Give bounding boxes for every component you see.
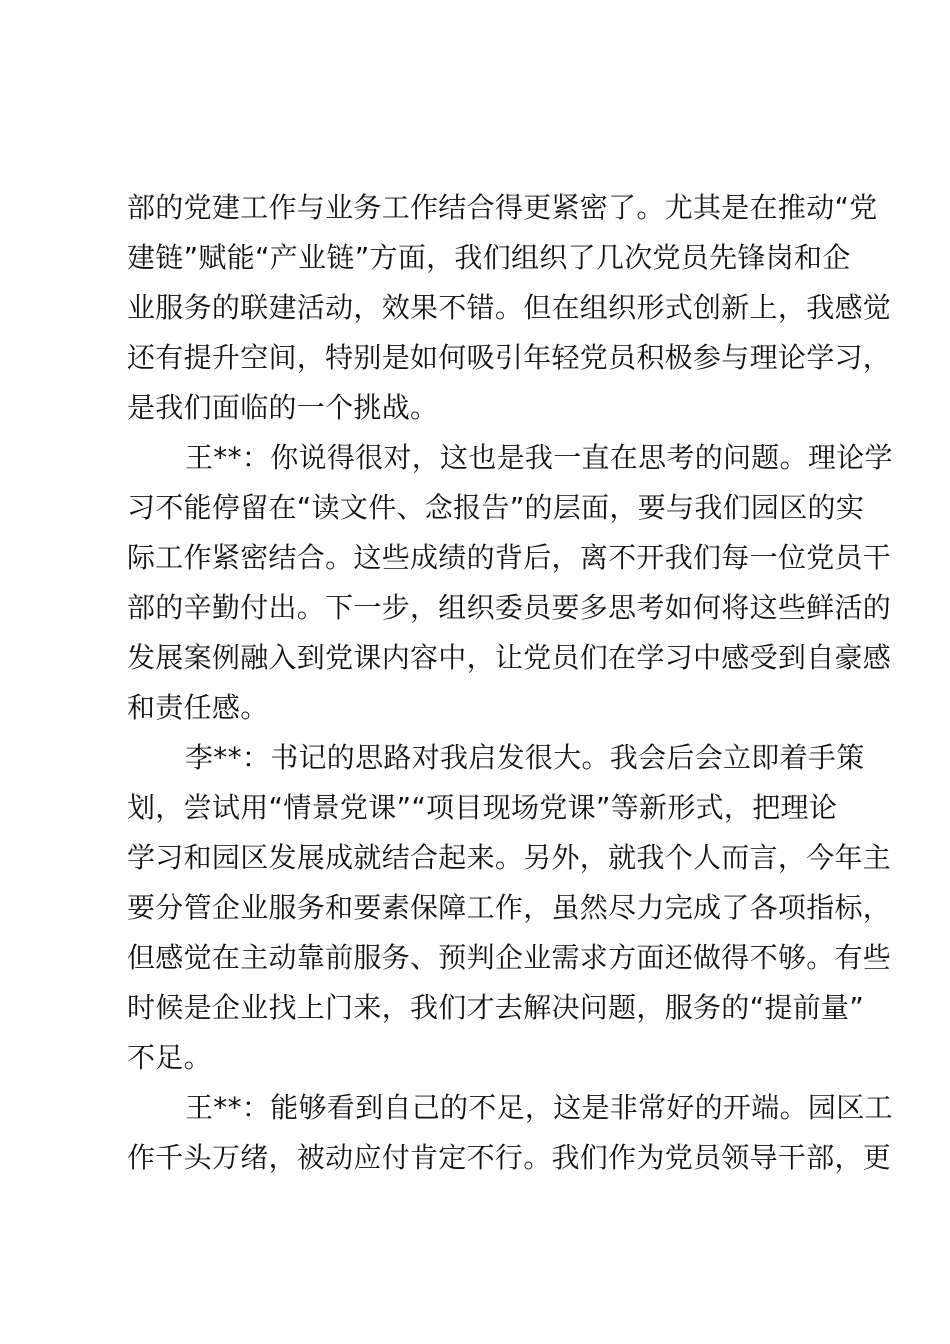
paragraph-speaker-wang bbox=[127, 1083, 893, 1183]
text-line: 发展案例融入到党课内容中，让党员们在学习中感受到自豪感 bbox=[127, 641, 892, 674]
text-line: 时候是企业找上门来，我们才去解决问题，服务的“提前量” bbox=[127, 991, 865, 1024]
text-line: 建链”赋能“产业链”方面，我们组织了几次党员先锋岗和企 bbox=[127, 241, 851, 274]
text-line: 李**：书记的思路对我启发很大。我会后会立即着手策 bbox=[185, 741, 865, 774]
text-line: 但感觉在主动靠前服务、预判企业需求方面还做得不够。有些 bbox=[127, 941, 892, 974]
text-line: 和责任感。 bbox=[127, 691, 269, 724]
text-line: 是我们面临的一个挑战。 bbox=[127, 391, 439, 424]
text-line: 王**：能够看到自己的不足，这是非常好的开端。园区工 bbox=[185, 1091, 893, 1124]
paragraph bbox=[127, 183, 892, 433]
document-body bbox=[127, 183, 893, 1183]
text-line: 要分管企业服务和要素保障工作，虽然尽力完成了各项指标， bbox=[127, 891, 892, 924]
text-line: 际工作紧密结合。这些成绩的背后，离不开我们每一位党员干 bbox=[127, 541, 892, 574]
text-line: 部的党建工作与业务工作结合得更紧密了。尤其是在推动“党 bbox=[127, 191, 878, 224]
paragraph-speaker-li bbox=[127, 733, 892, 1083]
text-line: 还有提升空间，特别是如何吸引年轻党员积极参与理论学习， bbox=[127, 341, 892, 374]
text-line: 划，尝试用“情景党课”“项目现场党课”等新形式，把理论 bbox=[127, 791, 838, 824]
text-line: 业服务的联建活动，效果不错。但在组织形式创新上，我感觉 bbox=[127, 291, 892, 324]
text-line: 部的辛勤付出。下一步，组织委员要多思考如何将这些鲜活的 bbox=[127, 591, 892, 624]
text-line: 习不能停留在“读文件、念报告”的层面，要与我们园区的实 bbox=[127, 491, 865, 524]
paragraph-speaker-wang bbox=[127, 433, 893, 733]
text-line: 学习和园区发展成就结合起来。另外，就我个人而言，今年主 bbox=[127, 841, 892, 874]
text-line: 王**：你说得很对，这也是我一直在思考的问题。理论学 bbox=[185, 441, 893, 474]
text-line: 不足。 bbox=[127, 1041, 212, 1074]
text-line: 作千头万绪，被动应付肯定不行。我们作为党员领导干部，更 bbox=[127, 1141, 892, 1174]
